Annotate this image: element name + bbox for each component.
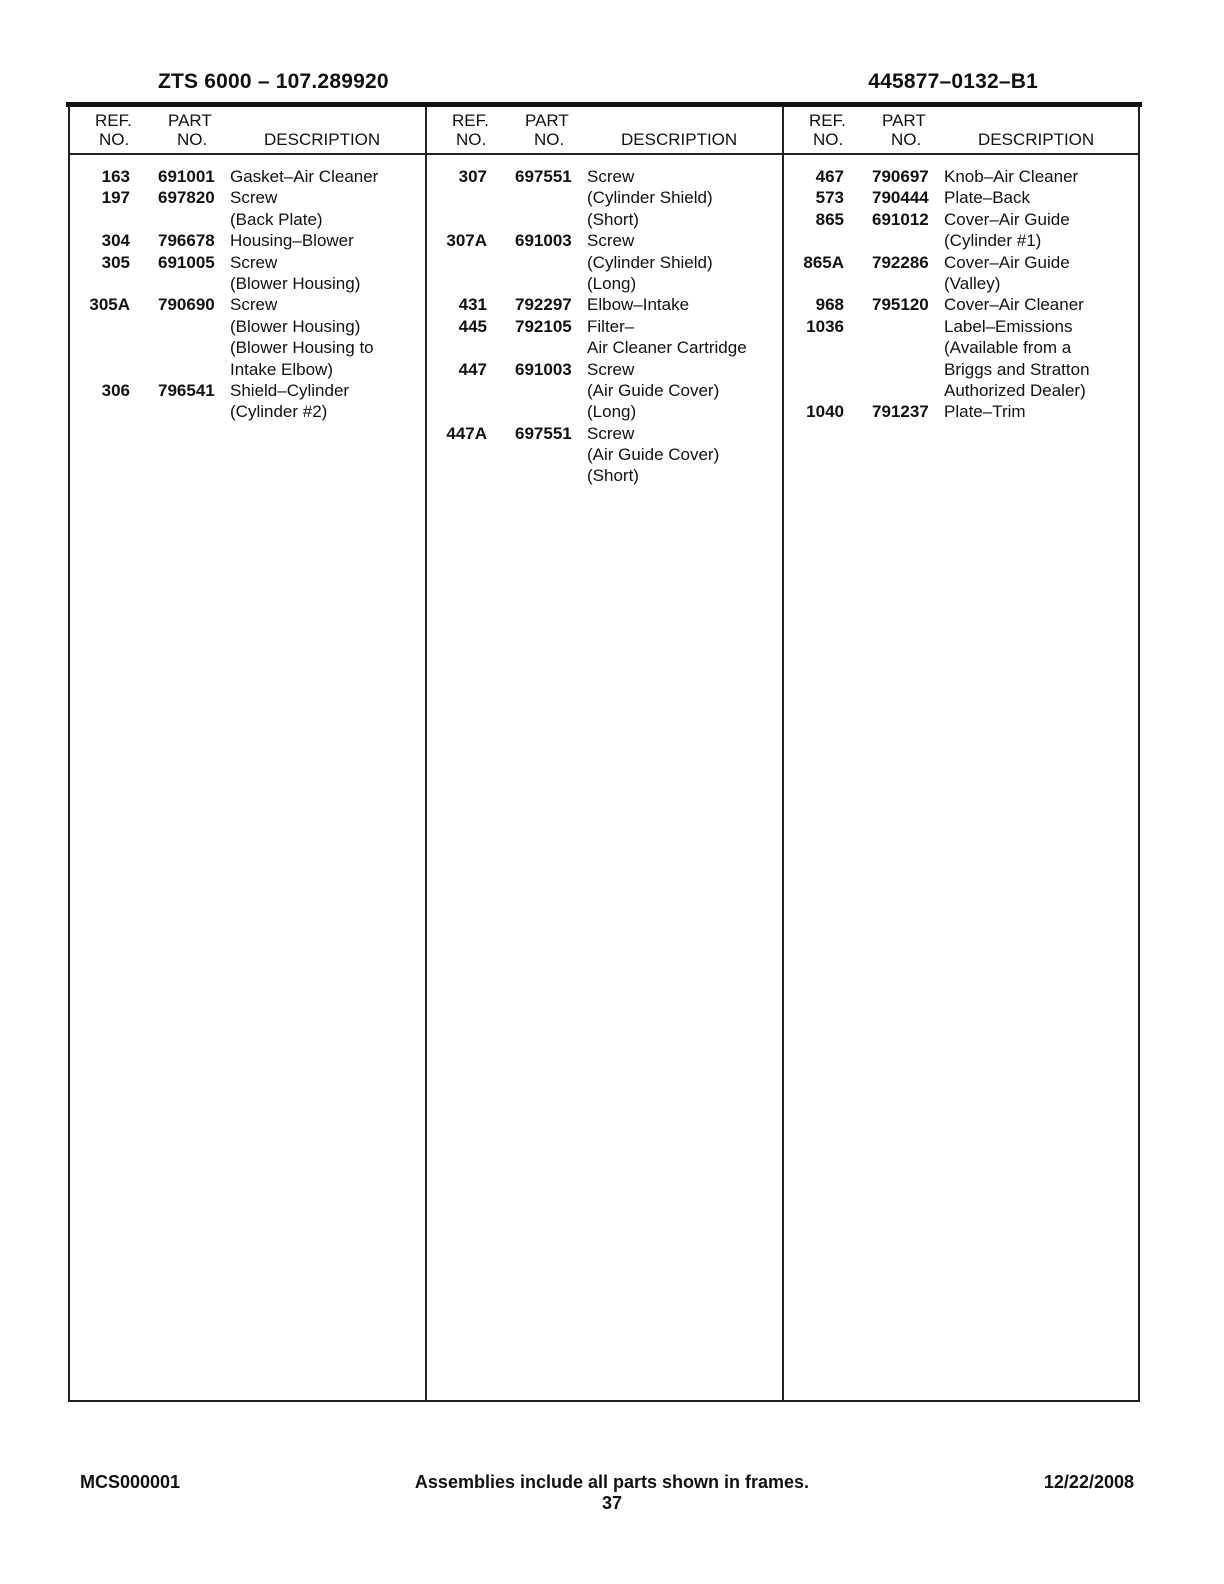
description-header: DESCRIPTION — [621, 130, 738, 149]
description-header: DESCRIPTION — [978, 130, 1095, 149]
part-description — [587, 230, 783, 294]
description-line: Cover–Air Guide — [944, 209, 1070, 229]
description-line: (Blower Housing) — [230, 316, 361, 336]
table-row — [427, 166, 783, 230]
part-description — [230, 166, 426, 187]
table-row — [427, 230, 783, 294]
part-description — [587, 359, 783, 423]
ref-number: 467 — [815, 167, 844, 186]
part-number: 790690 — [158, 295, 215, 315]
part-description — [944, 401, 1140, 422]
part-description — [587, 423, 783, 487]
footer-date: 12/22/2008 — [1043, 1472, 1134, 1492]
ref-number: 865A — [803, 252, 844, 272]
part-number: 790444 — [872, 188, 929, 208]
part-description — [230, 230, 426, 251]
table-row — [784, 401, 1140, 422]
table-row — [784, 187, 1140, 208]
part-number: 691003 — [515, 359, 572, 379]
description-line: Screw — [587, 231, 635, 251]
description-line: Briggs and Stratton — [944, 359, 1090, 379]
page-number: 37 — [601, 1493, 623, 1513]
description-line: (Cylinder Shield) — [587, 252, 713, 272]
part-description — [587, 166, 783, 230]
description-line: Authorized Dealer) — [944, 380, 1086, 400]
description-line: Plate–Trim — [944, 402, 1026, 422]
part-number: 691003 — [515, 231, 572, 251]
description-line: Intake Elbow) — [230, 359, 333, 379]
part-number: 792286 — [872, 252, 929, 272]
description-line: (Blower Housing) — [230, 273, 361, 293]
description-line: Screw — [230, 252, 278, 272]
ref-number: 306 — [101, 380, 130, 400]
description-line: Label–Emissions — [944, 316, 1073, 336]
ref-number: 197 — [101, 188, 130, 208]
description-line: Gasket–Air Cleaner — [230, 167, 379, 186]
parts-column-3 — [784, 106, 1140, 422]
description-line: (Short) — [587, 209, 639, 229]
part-number: 691001 — [158, 167, 215, 186]
part-description — [230, 294, 426, 380]
parts-list — [427, 166, 783, 487]
description-line: (Blower Housing to — [230, 338, 374, 358]
ref-number: 1040 — [806, 402, 844, 422]
description-line: Shield–Cylinder — [230, 380, 350, 400]
description-line: (Back Plate) — [230, 209, 323, 229]
table-row — [784, 252, 1140, 295]
description-line: Cover–Air Guide — [944, 252, 1070, 272]
ref-header-top: REF. — [95, 111, 132, 130]
description-line: (Valley) — [944, 273, 1001, 293]
part-number: 691012 — [872, 209, 929, 229]
table-row — [784, 294, 1140, 315]
table-row — [70, 380, 426, 423]
ref-header-top: REF. — [452, 111, 489, 130]
table-row — [70, 294, 426, 380]
part-description — [944, 209, 1140, 252]
description-line: (Cylinder #1) — [944, 231, 1042, 251]
table-row — [70, 252, 426, 295]
footer-assemblies-note: Assemblies include all parts shown in frames. — [414, 1472, 810, 1492]
description-line: Knob–Air Cleaner — [944, 167, 1079, 186]
parts-list — [70, 166, 426, 423]
description-line: (Cylinder Shield) — [587, 188, 713, 208]
description-line: Elbow–Intake — [587, 295, 690, 315]
column-header — [70, 106, 426, 154]
part-header-bottom: NO. — [177, 130, 208, 149]
parts-column-1 — [70, 106, 426, 422]
part-number: 697551 — [515, 167, 572, 186]
description-line: (Air Guide Cover) — [587, 380, 720, 400]
part-description — [944, 187, 1140, 208]
part-number: 697820 — [158, 188, 215, 208]
ref-header-top: REF. — [809, 111, 846, 130]
part-number: 792105 — [515, 316, 572, 336]
description-line: Screw — [587, 359, 635, 379]
part-description — [230, 187, 426, 230]
table-row — [427, 294, 783, 315]
part-description — [587, 316, 783, 359]
part-description — [944, 166, 1140, 187]
ref-header-bottom: NO. — [456, 130, 487, 149]
ref-number: 865 — [815, 209, 844, 229]
parts-column-2 — [427, 106, 783, 486]
table-row — [784, 316, 1140, 402]
ref-number: 163 — [101, 167, 130, 186]
ref-number: 1036 — [806, 316, 844, 336]
description-line: Screw — [587, 423, 635, 443]
ref-header-bottom: NO. — [813, 130, 844, 149]
table-row — [427, 316, 783, 359]
part-number: 795120 — [872, 295, 929, 315]
part-description — [230, 252, 426, 295]
ref-number: 447 — [458, 359, 487, 379]
footer-note — [0, 1472, 1224, 1514]
part-number: 691005 — [158, 252, 215, 272]
part-description — [587, 294, 783, 315]
part-header-bottom: NO. — [891, 130, 922, 149]
part-description — [944, 252, 1140, 295]
description-line: (Long) — [587, 273, 637, 293]
description-line: Screw — [230, 295, 278, 315]
ref-number: 305A — [89, 295, 130, 315]
table-row — [70, 187, 426, 230]
ref-number: 431 — [458, 295, 487, 315]
part-header-top: PART — [525, 111, 569, 130]
description-line: (Cylinder #2) — [230, 402, 328, 422]
document-number: 445877–0132–B1 — [868, 70, 1038, 93]
description-line: Cover–Air Cleaner — [944, 295, 1084, 315]
description-line: Housing–Blower — [230, 231, 354, 251]
ref-number: 445 — [458, 316, 487, 336]
part-description — [944, 294, 1140, 315]
description-line: (Long) — [587, 402, 637, 422]
description-line: Screw — [230, 188, 278, 208]
table-row — [784, 209, 1140, 252]
description-line: (Short) — [587, 466, 639, 486]
description-line: Filter– — [587, 316, 635, 336]
part-number: 697551 — [515, 423, 572, 443]
parts-list — [784, 166, 1140, 423]
ref-header-bottom: NO. — [99, 130, 130, 149]
part-header-top: PART — [168, 111, 212, 130]
model-title: ZTS 6000 – 107.289920 — [158, 70, 389, 93]
ref-number: 307 — [458, 167, 487, 186]
ref-number: 304 — [101, 231, 130, 251]
description-line: Plate–Back — [944, 188, 1030, 208]
part-number: 792297 — [515, 295, 572, 315]
ref-number: 573 — [815, 188, 844, 208]
part-number: 796678 — [158, 231, 215, 251]
description-line: (Air Guide Cover) — [587, 445, 720, 465]
table-row — [70, 166, 426, 187]
ref-number: 968 — [815, 295, 844, 315]
part-description — [944, 316, 1140, 402]
footer-code: MCS000001 — [80, 1472, 181, 1492]
description-line: Screw — [587, 167, 635, 186]
description-header: DESCRIPTION — [264, 130, 381, 149]
column-header — [784, 106, 1140, 154]
column-header — [427, 106, 783, 154]
part-number: 796541 — [158, 380, 215, 400]
part-header-top: PART — [882, 111, 926, 130]
table-row — [784, 166, 1140, 187]
ref-number: 447A — [446, 423, 487, 443]
part-number: 790697 — [872, 167, 929, 186]
ref-number: 307A — [446, 231, 487, 251]
description-line: (Available from a — [944, 338, 1072, 358]
table-row — [427, 359, 783, 423]
table-row — [70, 230, 426, 251]
part-header-bottom: NO. — [534, 130, 565, 149]
description-line: Air Cleaner Cartridge — [587, 338, 747, 358]
part-number: 791237 — [872, 402, 929, 422]
part-description — [230, 380, 426, 423]
ref-number: 305 — [101, 252, 130, 272]
table-row — [427, 423, 783, 487]
